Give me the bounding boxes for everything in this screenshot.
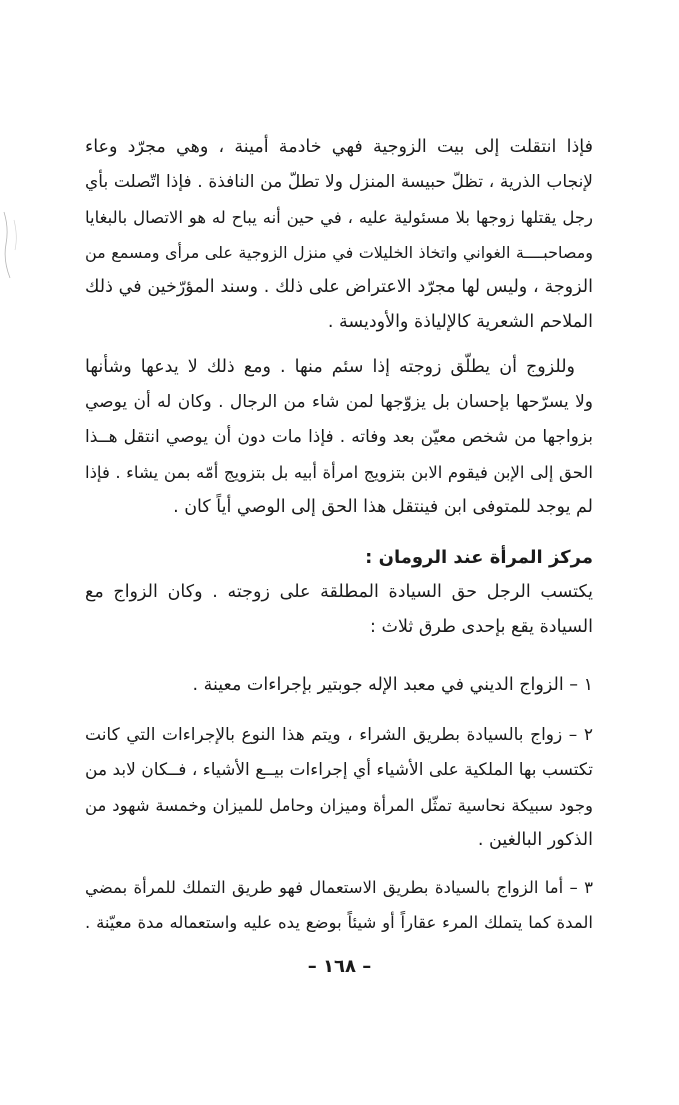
paragraph-2-line-2: ولا يسرّحها بإحسان بل يزوّجها لمن شاء من الرجال . وكان له أن يوصي [85,392,593,412]
paragraph-1-line-2: لإنجاب الذرية ، تظلّ حبيسة المنزل ولا تطلّ من النافذة . فإذا اتّصلت بأي [85,172,593,192]
list-item-1-line-1: ١ – الزواج الديني في معبد الإله جوبتير بإجراءات معينة . [192,675,593,695]
paragraph-1-line-4: ومصاحبــــة الغواني واتخاذ الخليلات في منزل الزوجية على مرأى ومسمع من [85,243,593,262]
paragraph-1-line-3: رجل يقتلها زوجها بلا مسئولية عليه ، في حين أنه يباح له هو الاتصال بالبغايا [85,208,593,227]
page-edge-mark [0,210,22,280]
list-item-3-line-2: المدة كما يتملك المرء عقاراً أو شيئاً بوضع يده عليه واستعماله مدة معيّنة . [85,913,593,932]
paragraph-2-line-3: بزواجها من شخص معيّن بعد وفاته . فإذا مات دون أن يوصي انتقل هــذا [85,427,593,447]
list-item-2-line-4: الذكور البالغين . [477,830,593,850]
paragraph-1-line-6: الملاحم الشعرية كالإلياذة والأوديسة . [327,312,593,332]
list-item-2 [85,718,593,858]
paragraph-1-line-1: فإذا انتقلت إلى بيت الزوجية فهي خادمة أمينة ، وهي مجرّد وعاء [85,137,593,157]
paragraph-1 [85,130,593,340]
paragraph-2 [85,350,593,525]
list-item-3 [85,870,593,940]
paragraph-3-line-1: يكتسب الرجل حق السيادة المطلقة على زوجته . وكان الزواج مع [85,582,593,602]
list-item-2-line-2: تكتسب بها الملكية على الأشياء أي إجراءات بيــع الأشياء ، فــكان لابد من [85,760,593,780]
paragraph-2-line-5: لم يوجد للمتوفى ابن فينتقل هذا الحق إلى الوصي أياً كان . [173,497,593,517]
list-item-2-line-3: وجود سبيكة نحاسية تمثّل المرأة وميزان وحامل للميزان وخمسة شهود من [85,796,593,815]
paragraph-3-line-2: السيادة يقع بإحدى طرق ثلاث : [370,617,593,637]
paragraph-1-line-5: الزوجة ، وليس لها مجرّد الاعتراض على ذلك . وسند المؤرّخين في ذلك [85,277,593,297]
page-number: – ١٦٨ – [307,956,372,977]
paragraph-2-line-4: الحق إلى الإبن فيقوم الابن بتزويج امرأة أبيه بل بتزويج أمّه بمن يشاء . فإذا [85,463,593,482]
section-romans [85,540,593,645]
list-item-3-line-1: ٣ – أما الزواج بالسيادة بطريق الاستعمال فهو طريق التملك للمرأة بمضي [85,878,593,897]
section-heading: مركز المرأة عند الرومان : [365,547,593,568]
list-item-1 [85,668,593,703]
list-item-2-line-1: ٢ – زواج بالسيادة بطريق الشراء ، ويتم هذا النوع بالإجراءات التي كانت [85,725,593,745]
paragraph-2-line-1: وللزوج أن يطلّق زوجته إذا سئم منها . ومع ذلك لا يدعها وشأنها [85,357,575,377]
